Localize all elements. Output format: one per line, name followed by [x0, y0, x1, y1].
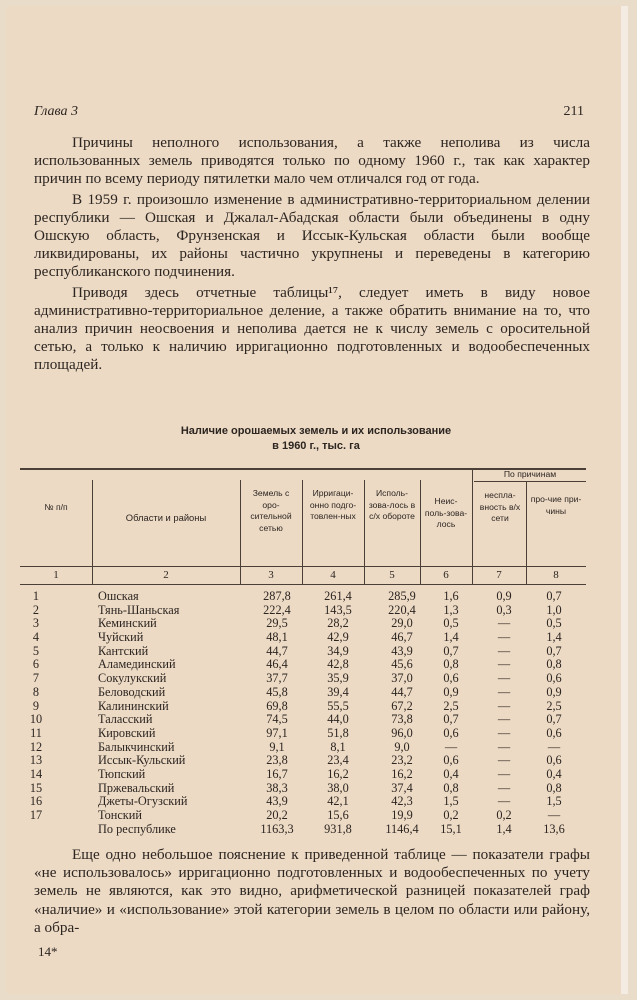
cell-prepared: 8,1	[330, 739, 346, 754]
column-number: 3	[268, 569, 274, 581]
header-unused: Неис-поль-зова-лось	[424, 496, 468, 529]
cell-prepared: 35,9	[327, 671, 349, 686]
cell-irrigated-network: 20,2	[266, 808, 288, 822]
cell-irrigated-network: 43,9	[266, 794, 288, 809]
cell-prepared: 55,5	[327, 698, 349, 713]
cell-unused: 1,5	[443, 794, 459, 809]
page-number: 211	[563, 104, 584, 119]
region-name: Тонский	[98, 808, 142, 822]
region-name: Пржевальский	[98, 780, 175, 795]
cell-unused: 0,7	[443, 643, 459, 658]
row-number: 3	[32, 616, 40, 631]
running-head-chapter: Глава 3	[34, 104, 78, 119]
cell-used: 1146,4	[385, 821, 419, 836]
cell-prepared: 42,1	[327, 794, 349, 809]
region-name: Аламединский	[98, 657, 176, 672]
cell-irrigated-network: 222,4	[263, 602, 291, 617]
cell-prepared: 16,2	[327, 766, 349, 781]
table-row	[24, 645, 584, 659]
cell-used: 37,0	[391, 671, 413, 686]
cell-irrigated-network: 37,7	[266, 671, 288, 686]
cell-other-reasons: 0,7	[546, 643, 562, 658]
intro-text	[34, 134, 590, 375]
cell-network-failure: 0,3	[496, 602, 512, 617]
cell-other-reasons: 0,9	[546, 684, 562, 699]
cell-other-reasons: 0,6	[546, 671, 562, 686]
column-number-rule	[20, 584, 586, 585]
region-name: Таласский	[98, 712, 153, 727]
cell-used: 29,0	[391, 616, 413, 631]
cell-irrigated-network: 74,5	[266, 712, 288, 727]
column-number: 6	[443, 569, 449, 581]
region-name: Ошская	[98, 589, 139, 603]
row-number: 16	[29, 794, 43, 809]
cell-used: 23,2	[391, 753, 413, 768]
table-row	[24, 795, 584, 809]
signature-mark: 14*	[38, 944, 58, 959]
cell-other-reasons: —	[547, 808, 561, 822]
cell-irrigated-network: 46,4	[266, 657, 288, 672]
cell-network-failure: 1,4	[496, 821, 512, 836]
cell-network-failure: —	[497, 780, 511, 795]
closing-text	[34, 846, 590, 937]
table-row	[24, 604, 584, 618]
cell-irrigated-network: 38,3	[266, 780, 288, 795]
cell-used: 73,8	[391, 712, 413, 727]
table-row	[24, 741, 584, 755]
region-name: Иссык-Кульский	[98, 753, 186, 768]
cell-unused: 0,7	[443, 712, 459, 727]
cell-unused: 1,6	[443, 589, 459, 603]
paragraph: Приводя здесь отчетные таблицы¹⁷, следует иметь в виду новое административно-территориальное деление, а также обратить внимание на то, что анализ причин неосвоения и неполива дается не к числу земель с оросительной сетью, а только к наличию ирригационно подготовленных и водообеспеченных площадей.	[34, 283, 590, 374]
cell-used: 67,2	[391, 698, 413, 713]
cell-unused: 15,1	[440, 821, 462, 836]
cell-other-reasons: 0,5	[546, 616, 562, 631]
cell-other-reasons: 0,7	[546, 589, 562, 603]
col-divider	[472, 468, 473, 584]
cell-prepared: 44,0	[327, 712, 349, 727]
cell-prepared: 931,8	[324, 821, 352, 836]
cell-prepared: 261,4	[324, 589, 352, 603]
row-number: 5	[32, 643, 40, 658]
table-row	[24, 631, 584, 645]
row-number: 6	[32, 657, 40, 672]
cell-irrigated-network: 23,8	[266, 753, 288, 768]
region-name: Калининский	[98, 698, 169, 713]
column-number: 4	[330, 569, 336, 581]
region-name: Кеминский	[98, 616, 157, 631]
cell-other-reasons: 1,4	[546, 630, 562, 645]
cell-network-failure: —	[497, 766, 511, 781]
cell-unused: 0,6	[443, 725, 459, 740]
region-name: Сокулукский	[98, 671, 167, 686]
table-row	[24, 700, 584, 714]
cell-other-reasons: 0,6	[546, 725, 562, 740]
cell-used: 9,0	[394, 739, 410, 754]
region-name: По республике	[98, 821, 176, 836]
header-region: Области и районы	[125, 512, 207, 523]
header-network-failure: неспла-вность в/х сети	[479, 490, 521, 523]
row-number: 2	[32, 602, 40, 617]
cell-used: 96,0	[391, 725, 413, 740]
column-number: 1	[53, 569, 59, 581]
cell-network-failure: —	[497, 739, 511, 754]
book-page	[6, 6, 628, 994]
region-name: Кантский	[98, 643, 149, 658]
table-row	[24, 686, 584, 700]
table-row	[24, 658, 584, 672]
cell-irrigated-network: 69,8	[266, 698, 288, 713]
region-name: Тюпский	[98, 766, 146, 781]
cell-prepared: 42,9	[327, 630, 349, 645]
cell-used: 45,6	[391, 657, 413, 672]
cell-other-reasons: —	[547, 739, 561, 754]
table-row	[24, 754, 584, 768]
region-name: Кировский	[98, 725, 156, 740]
cell-other-reasons: 1,0	[546, 602, 562, 617]
cell-network-failure: —	[497, 712, 511, 727]
table-row	[24, 768, 584, 782]
table-caption-line: Наличие орошаемых земель и их использование	[180, 425, 452, 437]
cell-unused: —	[444, 739, 458, 754]
paragraph: Еще одно небольшое пояснение к приведенной таблице — показатели графы «не использовалось» ирригационно подготовленных и водообеспеченных по учету земель не являются, как это видно, арифметической разницей показателей граф «наличие» и «использование» этой категории земель в целом по области или району, а обра-	[34, 846, 590, 936]
cell-network-failure: —	[497, 630, 511, 645]
cell-unused: 0,9	[443, 684, 459, 699]
cell-network-failure: —	[497, 684, 511, 699]
cell-unused: 0,5	[443, 616, 459, 631]
cell-used: 37,4	[391, 780, 413, 795]
cell-irrigated-network: 9,1	[269, 739, 285, 754]
row-number: 1	[32, 589, 40, 603]
cell-prepared: 34,9	[327, 643, 349, 658]
cell-network-failure: —	[497, 753, 511, 768]
cell-prepared: 42,8	[327, 657, 349, 672]
cell-network-failure: 0,9	[496, 589, 512, 603]
cell-network-failure: —	[497, 657, 511, 672]
table-body	[24, 590, 584, 836]
cell-prepared: 28,2	[327, 616, 349, 631]
cell-used: 19,9	[391, 808, 413, 822]
region-name: Джеты-Огузский	[98, 794, 188, 809]
cell-network-failure: —	[497, 616, 511, 631]
table-row	[24, 727, 584, 741]
cell-other-reasons: 13,6	[543, 821, 565, 836]
cell-network-failure: 0,2	[496, 808, 512, 822]
region-name: Балыкчинский	[98, 739, 175, 754]
row-number: 14	[29, 766, 43, 781]
region-name: Чуйский	[98, 630, 144, 645]
table-row	[24, 617, 584, 631]
cell-unused: 2,5	[443, 698, 459, 713]
cell-other-reasons: 0,8	[546, 780, 562, 795]
page-edge	[621, 6, 628, 994]
cell-used: 285,9	[388, 589, 416, 603]
cell-other-reasons: 0,4	[546, 766, 562, 781]
cell-unused: 0,6	[443, 671, 459, 686]
row-number: 4	[32, 630, 40, 645]
cell-unused: 1,3	[443, 602, 459, 617]
cell-irrigated-network: 1163,3	[260, 821, 294, 836]
cell-other-reasons: 2,5	[546, 698, 562, 713]
cell-unused: 0,2	[443, 808, 459, 822]
cell-used: 42,3	[391, 794, 413, 809]
header-irrigated-network: Земель с оро-сительной сетью	[250, 488, 292, 533]
column-number: 5	[389, 569, 395, 581]
table-caption-line: в 1960 г., тыс. га	[272, 440, 360, 452]
cell-unused: 0,8	[443, 657, 459, 672]
cell-network-failure: —	[497, 671, 511, 686]
header-prepared: Ирригаци-онно подго-товлен-ных	[309, 488, 357, 521]
cell-unused: 0,6	[443, 753, 459, 768]
header-rule	[20, 566, 586, 567]
table-row	[24, 590, 584, 604]
cell-used: 220,4	[388, 602, 416, 617]
row-number: 10	[29, 712, 43, 727]
cell-irrigated-network: 97,1	[266, 725, 288, 740]
cell-prepared: 38,0	[327, 780, 349, 795]
row-number: 12	[29, 739, 43, 754]
cell-used: 43,9	[391, 643, 413, 658]
table-row	[24, 672, 584, 686]
table-row-total	[24, 823, 584, 837]
cell-irrigated-network: 44,7	[266, 643, 288, 658]
cell-network-failure: —	[497, 725, 511, 740]
header-used: Исполь-зова-лось в с/х обороте	[368, 488, 416, 521]
cell-irrigated-network: 48,1	[266, 630, 288, 645]
column-number: 7	[496, 569, 502, 581]
cell-used: 46,7	[391, 630, 413, 645]
cell-network-failure: —	[497, 794, 511, 809]
cell-prepared: 143,5	[324, 602, 352, 617]
cell-used: 44,7	[391, 684, 413, 699]
row-number: 15	[29, 780, 43, 795]
row-number: 17	[29, 808, 43, 822]
cell-prepared: 51,8	[327, 725, 349, 740]
header-by-reasons: По причинам	[503, 469, 557, 479]
row-number: 8	[32, 684, 40, 699]
cell-used: 16,2	[391, 766, 413, 781]
row-number: 7	[32, 671, 40, 686]
paragraph: Причины неполного использования, а также неполива из числа использованных земель приводятся только по одному 1960 г., так как характер причин по всему периоду пятилетки мало чем отличался год от года.	[34, 134, 590, 188]
table-caption	[66, 424, 566, 454]
cell-unused: 0,4	[443, 766, 459, 781]
cell-other-reasons: 0,8	[546, 657, 562, 672]
column-number: 8	[553, 569, 559, 581]
header-other-reasons: про-чие при-чины	[530, 494, 582, 516]
cell-prepared: 23,4	[327, 753, 349, 768]
cell-prepared: 39,4	[327, 684, 349, 699]
cell-irrigated-network: 29,5	[266, 616, 288, 631]
cell-irrigated-network: 16,7	[266, 766, 288, 781]
cell-network-failure: —	[497, 698, 511, 713]
table-row	[24, 782, 584, 796]
header-no: № п/п	[44, 502, 68, 512]
cell-irrigated-network: 287,8	[263, 589, 291, 603]
row-number: 9	[32, 698, 40, 713]
paragraph: В 1959 г. произошло изменение в административно-территориальном делении республики — Ошская и Джалал-Абадская области были объединены в одну Ошскую область, Фрунзенская и Иссык-Кульская области были вообще ликвидированы, их районы частично укрупнены и переведены в категорию республиканского подчинения.	[34, 190, 590, 281]
group-header-rule	[474, 481, 586, 482]
region-name: Беловодский	[98, 684, 166, 699]
cell-unused: 1,4	[443, 630, 459, 645]
cell-prepared: 15,6	[327, 808, 349, 822]
column-number: 2	[163, 569, 169, 581]
cell-other-reasons: 0,6	[546, 753, 562, 768]
cell-other-reasons: 1,5	[546, 794, 562, 809]
row-number: 13	[29, 753, 43, 768]
table-row	[24, 809, 584, 823]
row-number: 11	[30, 725, 42, 740]
cell-irrigated-network: 45,8	[266, 684, 288, 699]
region-name: Тянь-Шаньская	[98, 602, 180, 617]
table-row	[24, 713, 584, 727]
cell-network-failure: —	[497, 643, 511, 658]
cell-unused: 0,8	[443, 780, 459, 795]
cell-other-reasons: 0,7	[546, 712, 562, 727]
